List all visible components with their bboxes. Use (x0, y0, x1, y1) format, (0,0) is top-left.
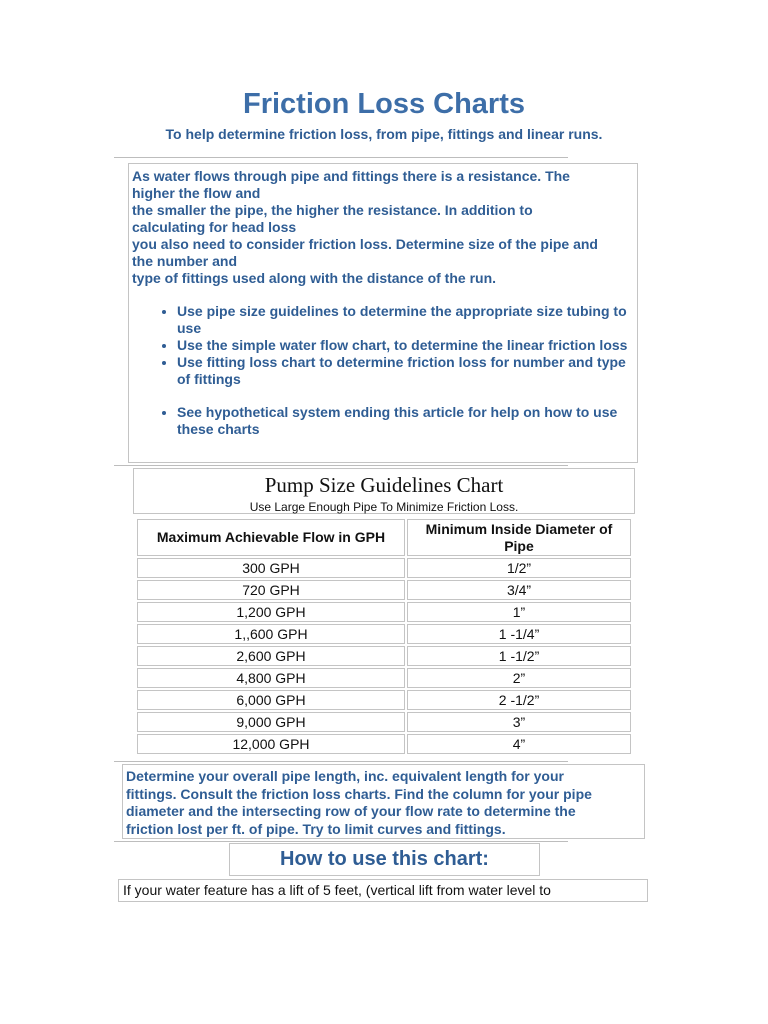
instructions-line: friction lost per ft. of pipe. Try to limit curves and fittings. (126, 820, 506, 837)
diameter-cell: 1” (407, 602, 631, 622)
diameter-cell: 4” (407, 734, 631, 754)
flow-cell: 1,200 GPH (137, 602, 405, 622)
list-item: • Use fitting loss chart to determine friction loss for number and type of fittings (177, 354, 633, 388)
column-header-flow: Maximum Achievable Flow in GPH (137, 519, 405, 556)
intro-line: higher the flow and (132, 185, 261, 201)
flow-cell: 9,000 GPH (137, 712, 405, 732)
diameter-cell: 3/4” (407, 580, 631, 600)
table-row (137, 646, 631, 666)
divider-middle (114, 465, 568, 466)
table-row (137, 602, 631, 622)
divider-bottom (114, 841, 568, 842)
intro-line: the number and (132, 253, 238, 269)
instructions-line: diameter and the intersecting row of your flow rate to determine the (126, 803, 576, 819)
table-row (137, 712, 631, 732)
howto-heading: How to use this chart: (229, 843, 540, 876)
column-header-diameter: Minimum Inside Diameter of Pipe (407, 519, 631, 556)
list-item: • Use the simple water flow chart, to determine the linear friction loss (177, 337, 633, 354)
table-row (137, 734, 631, 754)
page-title: Friction Loss Charts (243, 88, 525, 120)
table-row (137, 580, 631, 600)
diameter-cell: 1 -1/2” (407, 646, 631, 666)
diameter-cell: 2 -1/2” (407, 690, 631, 710)
intro-line: calculating for head loss (132, 219, 297, 235)
intro-box (128, 163, 638, 463)
flow-cell: 6,000 GPH (137, 690, 405, 710)
table-row (137, 624, 631, 644)
intro-line: the smaller the pipe, the higher the resistance. In addition to (132, 202, 533, 218)
divider-lower (114, 761, 568, 762)
pump-chart-subtitle: Use Large Enough Pipe To Minimize Friction Loss. (249, 500, 519, 514)
intro-line: you also need to consider friction loss. Determine size of the pipe and (132, 236, 598, 252)
diameter-cell: 3” (407, 712, 631, 732)
list-item: • Use pipe size guidelines to determine the appropriate size tubing to use (177, 303, 633, 337)
page-subtitle: To help determine friction loss, from pipe, fittings and linear runs. (165, 126, 603, 142)
table-row (137, 690, 631, 710)
pump-chart-header (133, 468, 635, 514)
flow-cell: 300 GPH (137, 558, 405, 578)
instructions-box (122, 764, 645, 839)
intro-line: type of fittings used along with the distance of the run. (132, 270, 497, 286)
table-header-row (137, 519, 631, 556)
divider-top (114, 157, 568, 158)
diameter-cell: 1/2” (407, 558, 631, 578)
list-item: • See hypothetical system ending this article for help on how to use these charts (177, 404, 633, 438)
diameter-cell: 2” (407, 668, 631, 688)
table-row (137, 558, 631, 578)
pump-chart-title: Pump Size Guidelines Chart (264, 473, 504, 497)
flow-cell: 12,000 GPH (137, 734, 405, 754)
instructions-line: Determine your overall pipe length, inc. equivalent length for your (126, 768, 564, 784)
howto-text: If your water feature has a lift of 5 feet, (vertical lift from water level to (118, 879, 648, 902)
instructions-line: fittings. Consult the friction loss charts. Find the column for your pipe (126, 785, 592, 802)
flow-cell: 4,800 GPH (137, 668, 405, 688)
flow-cell: 720 GPH (137, 580, 405, 600)
flow-cell: 2,600 GPH (137, 646, 405, 666)
pump-size-table (135, 517, 633, 756)
table-row (137, 668, 631, 688)
flow-cell: 1,,600 GPH (137, 624, 405, 644)
guideline-list (132, 303, 633, 438)
intro-line: As water flows through pipe and fittings there is a resistance. The (132, 168, 570, 184)
diameter-cell: 1 -1/4” (407, 624, 631, 644)
